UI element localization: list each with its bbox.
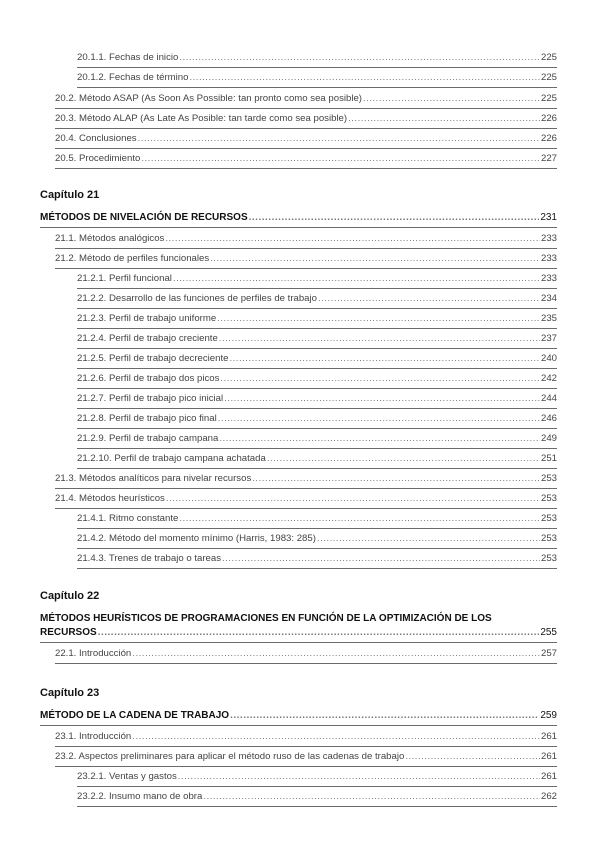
toc-entry-page: 240 <box>540 353 557 364</box>
toc-entry-page: 225 <box>540 93 557 104</box>
toc-entry-label: 22.1. Introducción <box>55 648 132 659</box>
toc-entry[interactable] <box>55 133 557 149</box>
toc-entry-page: 237 <box>540 333 557 344</box>
dot-leader <box>165 233 540 245</box>
toc-entry-label: 21.2.8. Perfil de trabajo pico final <box>77 413 217 424</box>
toc-entry[interactable] <box>77 533 557 549</box>
toc-entry[interactable] <box>55 113 557 129</box>
toc-entry-label: 23.1. Introducción <box>55 731 132 742</box>
dot-leader <box>173 273 540 285</box>
toc-entry[interactable] <box>55 93 557 109</box>
dot-leader <box>132 731 540 743</box>
chapter-title: MÉTODOS DE NIVELACIÓN DE RECURSOS <box>40 212 248 223</box>
toc-entry-page: 233 <box>540 233 557 244</box>
toc-entry-page: 234 <box>540 293 557 304</box>
toc-entry[interactable] <box>77 553 557 569</box>
toc-entry[interactable] <box>55 233 557 249</box>
toc-entry-label: 23.2.2. Insumo mano de obra <box>77 791 203 802</box>
toc-entry-page: 253 <box>540 493 557 504</box>
toc-entry-label: 21.4.3. Trenes de trabajo o tareas <box>77 553 221 564</box>
toc-entry-page: 242 <box>540 373 557 384</box>
toc-entry-page: 227 <box>540 153 557 164</box>
toc-entry-label: 21.2.4. Perfil de trabajo creciente <box>77 333 218 344</box>
toc-entry-page: 253 <box>540 473 557 484</box>
toc-entry[interactable] <box>55 153 557 169</box>
dot-leader <box>405 751 540 763</box>
toc-entry-label: 20.1.1. Fechas de inicio <box>77 52 179 63</box>
dot-leader <box>203 791 540 803</box>
chapter-heading: Capítulo 23 <box>40 687 100 699</box>
chapter-page: 255 <box>540 627 557 638</box>
toc-entry[interactable] <box>55 473 557 489</box>
toc-entry-label: 21.2.9. Perfil de trabajo campana <box>77 433 219 444</box>
toc-entry-page: 246 <box>540 413 557 424</box>
toc-entry-label: 21.2.7. Perfil de trabajo pico inicial <box>77 393 224 404</box>
toc-entry-label: 21.1. Métodos analógicos <box>55 233 165 244</box>
chapter-title-entry[interactable] <box>40 627 557 643</box>
toc-entry-page: 261 <box>540 771 557 782</box>
toc-entry-label: 20.5. Procedimiento <box>55 153 141 164</box>
toc-entry-page: 235 <box>540 313 557 324</box>
chapter-title-entry[interactable] <box>40 710 557 726</box>
dot-leader <box>132 648 540 660</box>
dot-leader <box>224 393 540 405</box>
dot-leader <box>230 710 539 722</box>
dot-leader <box>317 533 540 545</box>
toc-entry-page: 253 <box>540 513 557 524</box>
toc-entry-page: 225 <box>540 72 557 83</box>
toc-entry-page: 262 <box>540 791 557 802</box>
toc-entry[interactable] <box>77 413 557 429</box>
dot-leader <box>348 113 540 125</box>
toc-entry[interactable] <box>77 453 557 469</box>
toc-entry[interactable] <box>77 273 557 289</box>
toc-entry[interactable] <box>77 52 557 68</box>
dot-leader <box>138 133 540 145</box>
toc-entry-label: 21.3. Métodos analíticos para nivelar recursos <box>55 473 252 484</box>
dot-leader <box>318 293 540 305</box>
dot-leader <box>98 627 540 639</box>
toc-entry-label: 21.4.2. Método del momento mínimo (Harris, 1983: 285) <box>77 533 316 544</box>
toc-entry-label: 21.2. Método de perfiles funcionales <box>55 253 210 264</box>
dot-leader <box>267 453 540 465</box>
dot-leader <box>178 771 540 783</box>
toc-entry[interactable] <box>77 293 557 309</box>
dot-leader <box>217 313 540 325</box>
toc-entry[interactable] <box>77 393 557 409</box>
toc-entry[interactable] <box>77 791 557 807</box>
dot-leader <box>363 93 540 105</box>
toc-entry[interactable] <box>77 333 557 349</box>
toc-entry-page: 226 <box>540 133 557 144</box>
toc-entry-label: 20.2. Método ASAP (As Soon As Possible: tan pronto como sea posible) <box>55 93 363 104</box>
dot-leader <box>179 513 540 525</box>
chapter-title-entry[interactable] <box>40 212 557 228</box>
dot-leader <box>210 253 540 265</box>
toc-entry-page: 244 <box>540 393 557 404</box>
toc-entry-label: 21.4. Métodos heurísticos <box>55 493 165 504</box>
toc-entry-page: 233 <box>540 253 557 264</box>
toc-entry-page: 253 <box>540 533 557 544</box>
dot-leader <box>166 493 540 505</box>
toc-entry[interactable] <box>77 433 557 449</box>
toc-entry-page: 249 <box>540 433 557 444</box>
toc-entry-page: 261 <box>540 751 557 762</box>
toc-entry[interactable] <box>77 353 557 369</box>
dot-leader <box>249 212 540 224</box>
dot-leader <box>179 52 540 64</box>
toc-entry-label: 21.2.10. Perfil de trabajo campana achatada <box>77 453 266 464</box>
toc-entry-page: 225 <box>540 52 557 63</box>
dot-leader <box>252 473 540 485</box>
toc-entry-label: 21.2.6. Perfil de trabajo dos picos <box>77 373 220 384</box>
toc-entry-page: 261 <box>540 731 557 742</box>
dot-leader <box>219 333 540 345</box>
toc-entry-label: 21.2.3. Perfil de trabajo uniforme <box>77 313 217 324</box>
toc-entry[interactable] <box>55 731 557 747</box>
toc-entry[interactable] <box>77 373 557 389</box>
toc-entry[interactable] <box>77 72 557 88</box>
toc-entry-page: 233 <box>540 273 557 284</box>
toc-entry-label: 21.4.1. Ritmo constante <box>77 513 179 524</box>
toc-entry-label: 23.2.1. Ventas y gastos <box>77 771 177 782</box>
dot-leader <box>141 153 540 165</box>
chapter-page: 259 <box>540 710 557 721</box>
toc-entry-label: 23.2. Aspectos preliminares para aplicar el método ruso de las cadenas de trabajo <box>55 751 405 762</box>
toc-entry[interactable] <box>77 513 557 529</box>
toc-entry[interactable] <box>55 253 557 269</box>
dot-leader <box>229 353 540 365</box>
toc-entry[interactable] <box>55 751 557 767</box>
chapter-title-line2: RECURSOS <box>40 627 97 638</box>
toc-entry[interactable] <box>77 771 557 787</box>
toc-entry[interactable] <box>55 648 557 664</box>
chapter-title: MÉTODO DE LA CADENA DE TRABAJO <box>40 710 230 721</box>
toc-entry-page: 253 <box>540 553 557 564</box>
chapter-heading: Capítulo 21 <box>40 189 100 201</box>
toc-entry-label: 21.2.1. Perfil funcional <box>77 273 172 284</box>
toc-entry-label: 20.1.2. Fechas de término <box>77 72 189 83</box>
toc-entry-label: 21.2.2. Desarrollo de las funciones de perfiles de trabajo <box>77 293 317 304</box>
dot-leader <box>222 553 540 565</box>
dot-leader <box>220 373 540 385</box>
dot-leader <box>219 433 540 445</box>
toc-entry-label: 20.4. Conclusiones <box>55 133 137 144</box>
toc-entry-label: 20.3. Método ALAP (As Late As Posible: tan tarde como sea posible) <box>55 113 348 124</box>
dot-leader <box>218 413 540 425</box>
toc-entry-page: 226 <box>540 113 557 124</box>
toc-entry-page: 257 <box>540 648 557 659</box>
toc-entry[interactable] <box>55 493 557 509</box>
chapter-page: 231 <box>540 212 557 223</box>
chapter-title-line1: MÉTODOS HEURÍSTICOS DE PROGRAMACIONES EN FUNCIÓN DE LA OPTIMIZACIÓN DE LOS <box>40 613 492 624</box>
toc-entry[interactable] <box>77 313 557 329</box>
toc-entry-label: 21.2.5. Perfil de trabajo decreciente <box>77 353 229 364</box>
dot-leader <box>189 72 540 84</box>
toc-entry-page: 251 <box>540 453 557 464</box>
chapter-heading: Capítulo 22 <box>40 590 100 602</box>
